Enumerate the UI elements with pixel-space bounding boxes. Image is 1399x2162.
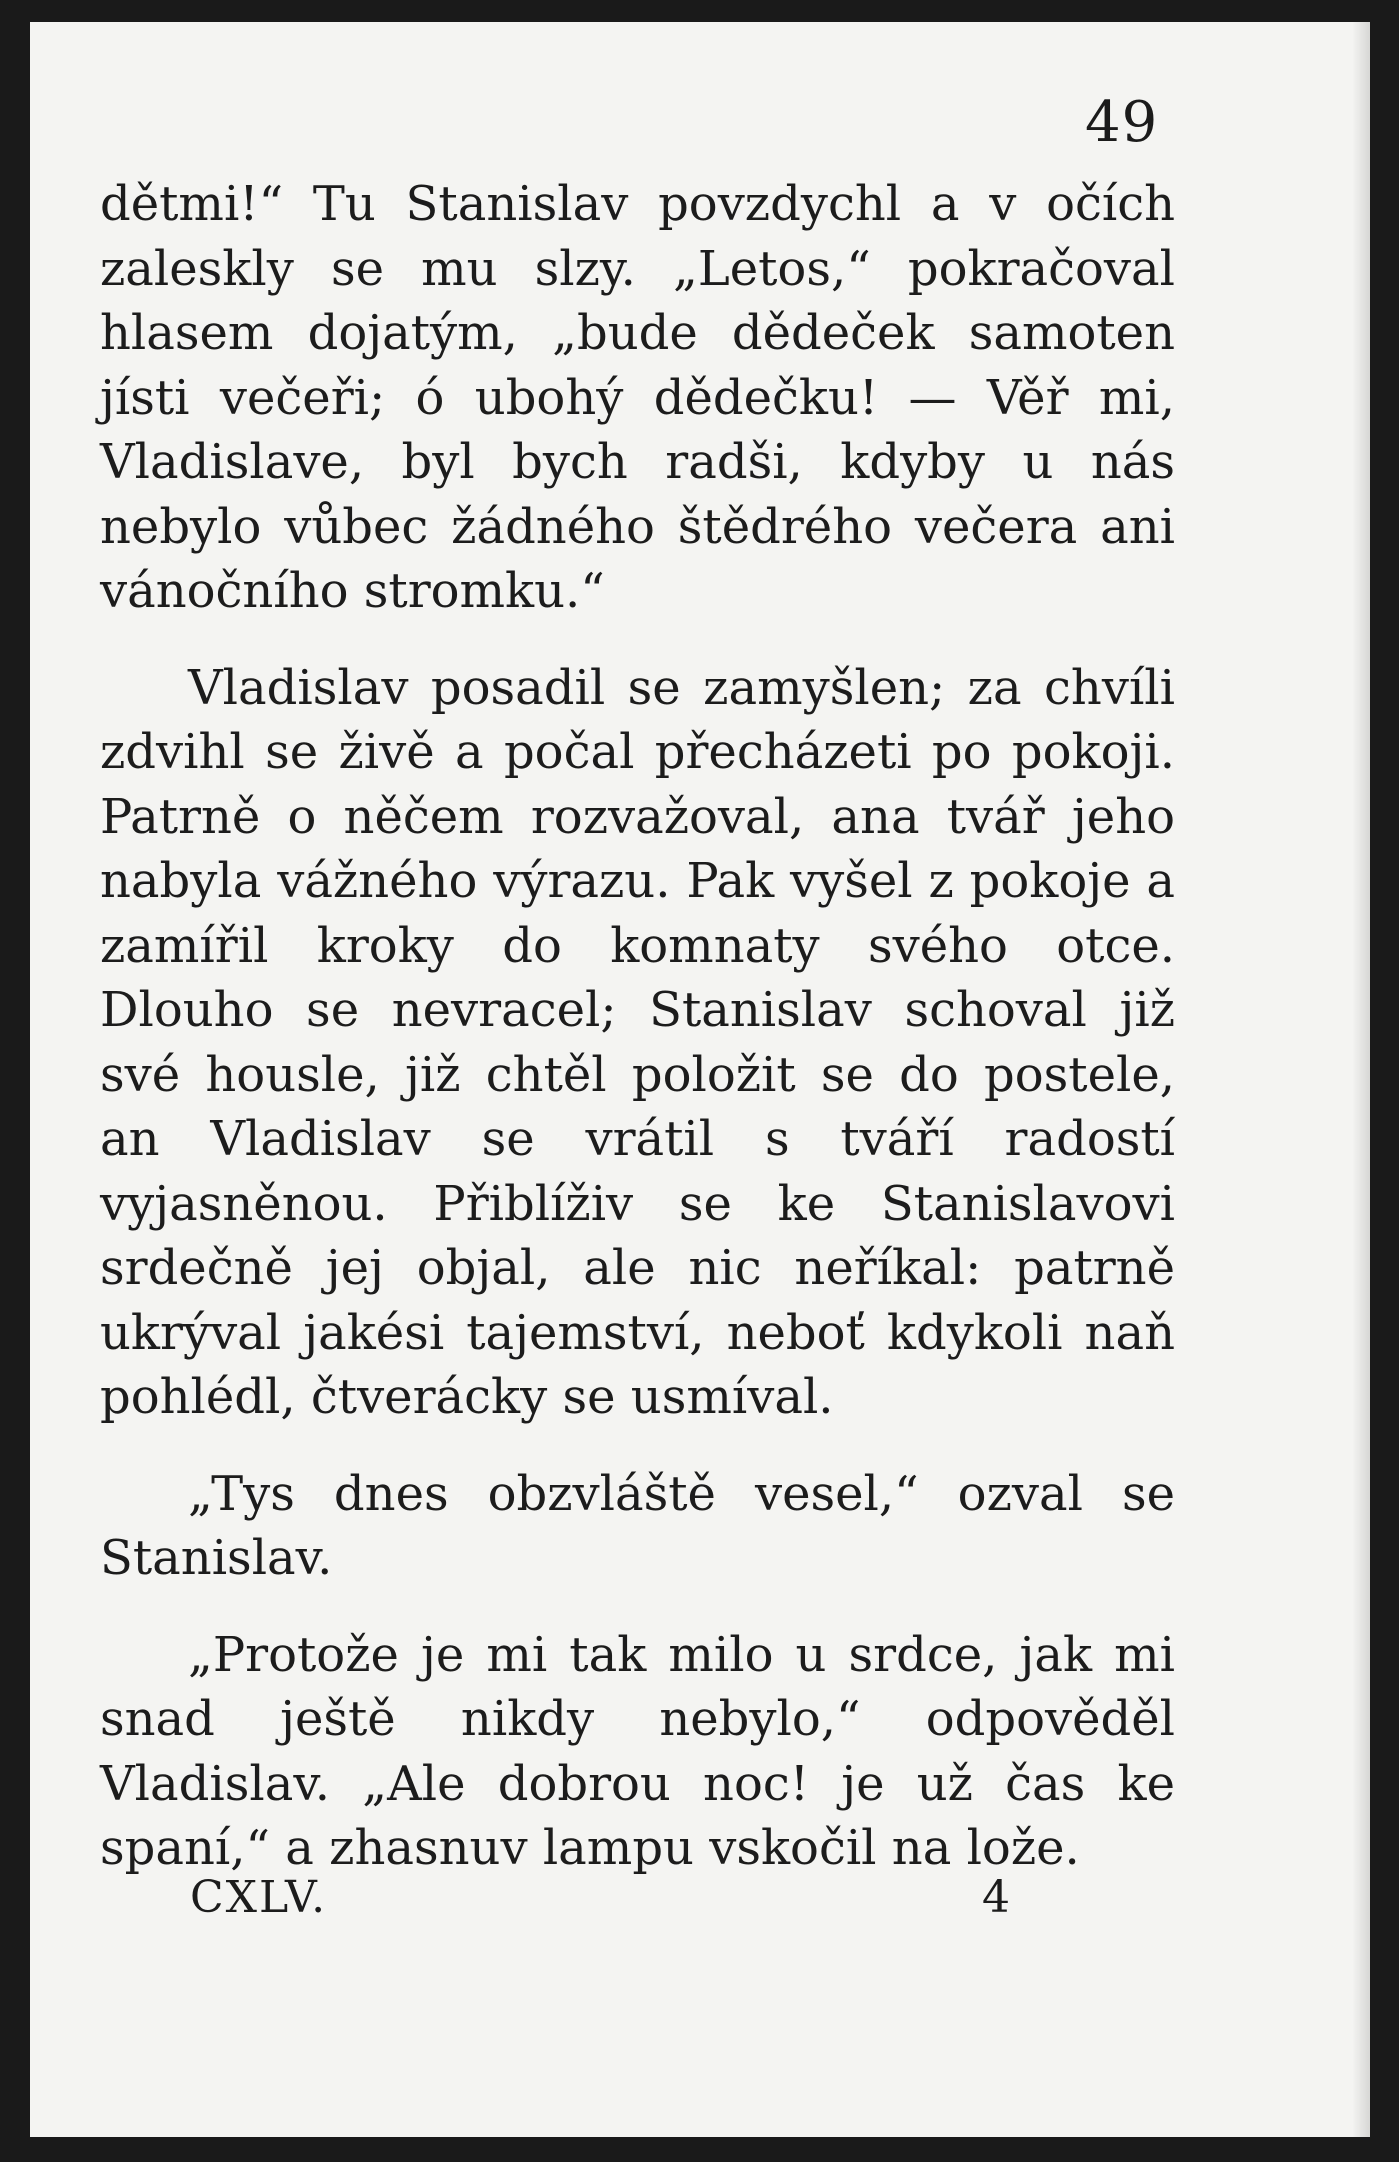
paragraph-3: „Tys dnes obzvláště vesel,“ ozval se Stanislav. xyxy=(100,1465,1175,1586)
body-text xyxy=(100,172,1175,1881)
signature-line xyxy=(190,1872,1010,1923)
paragraph-4: „Protože je mi tak milo u srdce, jak mi snad ještě nikdy nebylo,“ odpověděl Vladislav. „Ale dobrou noc! je už čas ke spaní,“ a zhasnuv lampu vskočil na lože. xyxy=(100,1626,1175,1876)
page-edge-shadow xyxy=(1352,22,1370,2137)
signature-mark: CXLV. xyxy=(190,1872,328,1923)
paragraph-1: dětmi!“ Tu Stanislav povzdychl a v očích zaleskly se mu slzy. „Letos,“ pokračoval hlasem dojatým, „bude dědeček samoten jísti večeři; ó ubohý dědečku! — Věř mi, Vladislave, byl bych radši, kdyby u nás nebylo vůbec žádného štědrého večera ani vánočního stromku.“ xyxy=(100,176,1175,619)
page-number: 49 xyxy=(1085,90,1159,155)
gathering-number: 4 xyxy=(982,1872,1010,1923)
paragraph-2: Vladislav posadil se zamyšlen; za chvíli zdvihl se živě a počal přecházeti po pokoji. Patrně o něčem rozvažoval, ana tvář jeho nabyla vážného výrazu. Pak vyšel z pokoje a zamířil kroky do komnaty svého otce. Dlouho se nevracel; Stanislav schoval již své housle, již chtěl položit se do postele, an Vladislav se vrátil s tváří radostí vyjasněnou. Přiblíživ se ke Stanislavovi srdečně jej objal, ale nic neříkal: patrně ukrýval jakési tajemství, neboť kdykoli naň pohlédl, čtverácky se usmíval. xyxy=(100,659,1175,1425)
